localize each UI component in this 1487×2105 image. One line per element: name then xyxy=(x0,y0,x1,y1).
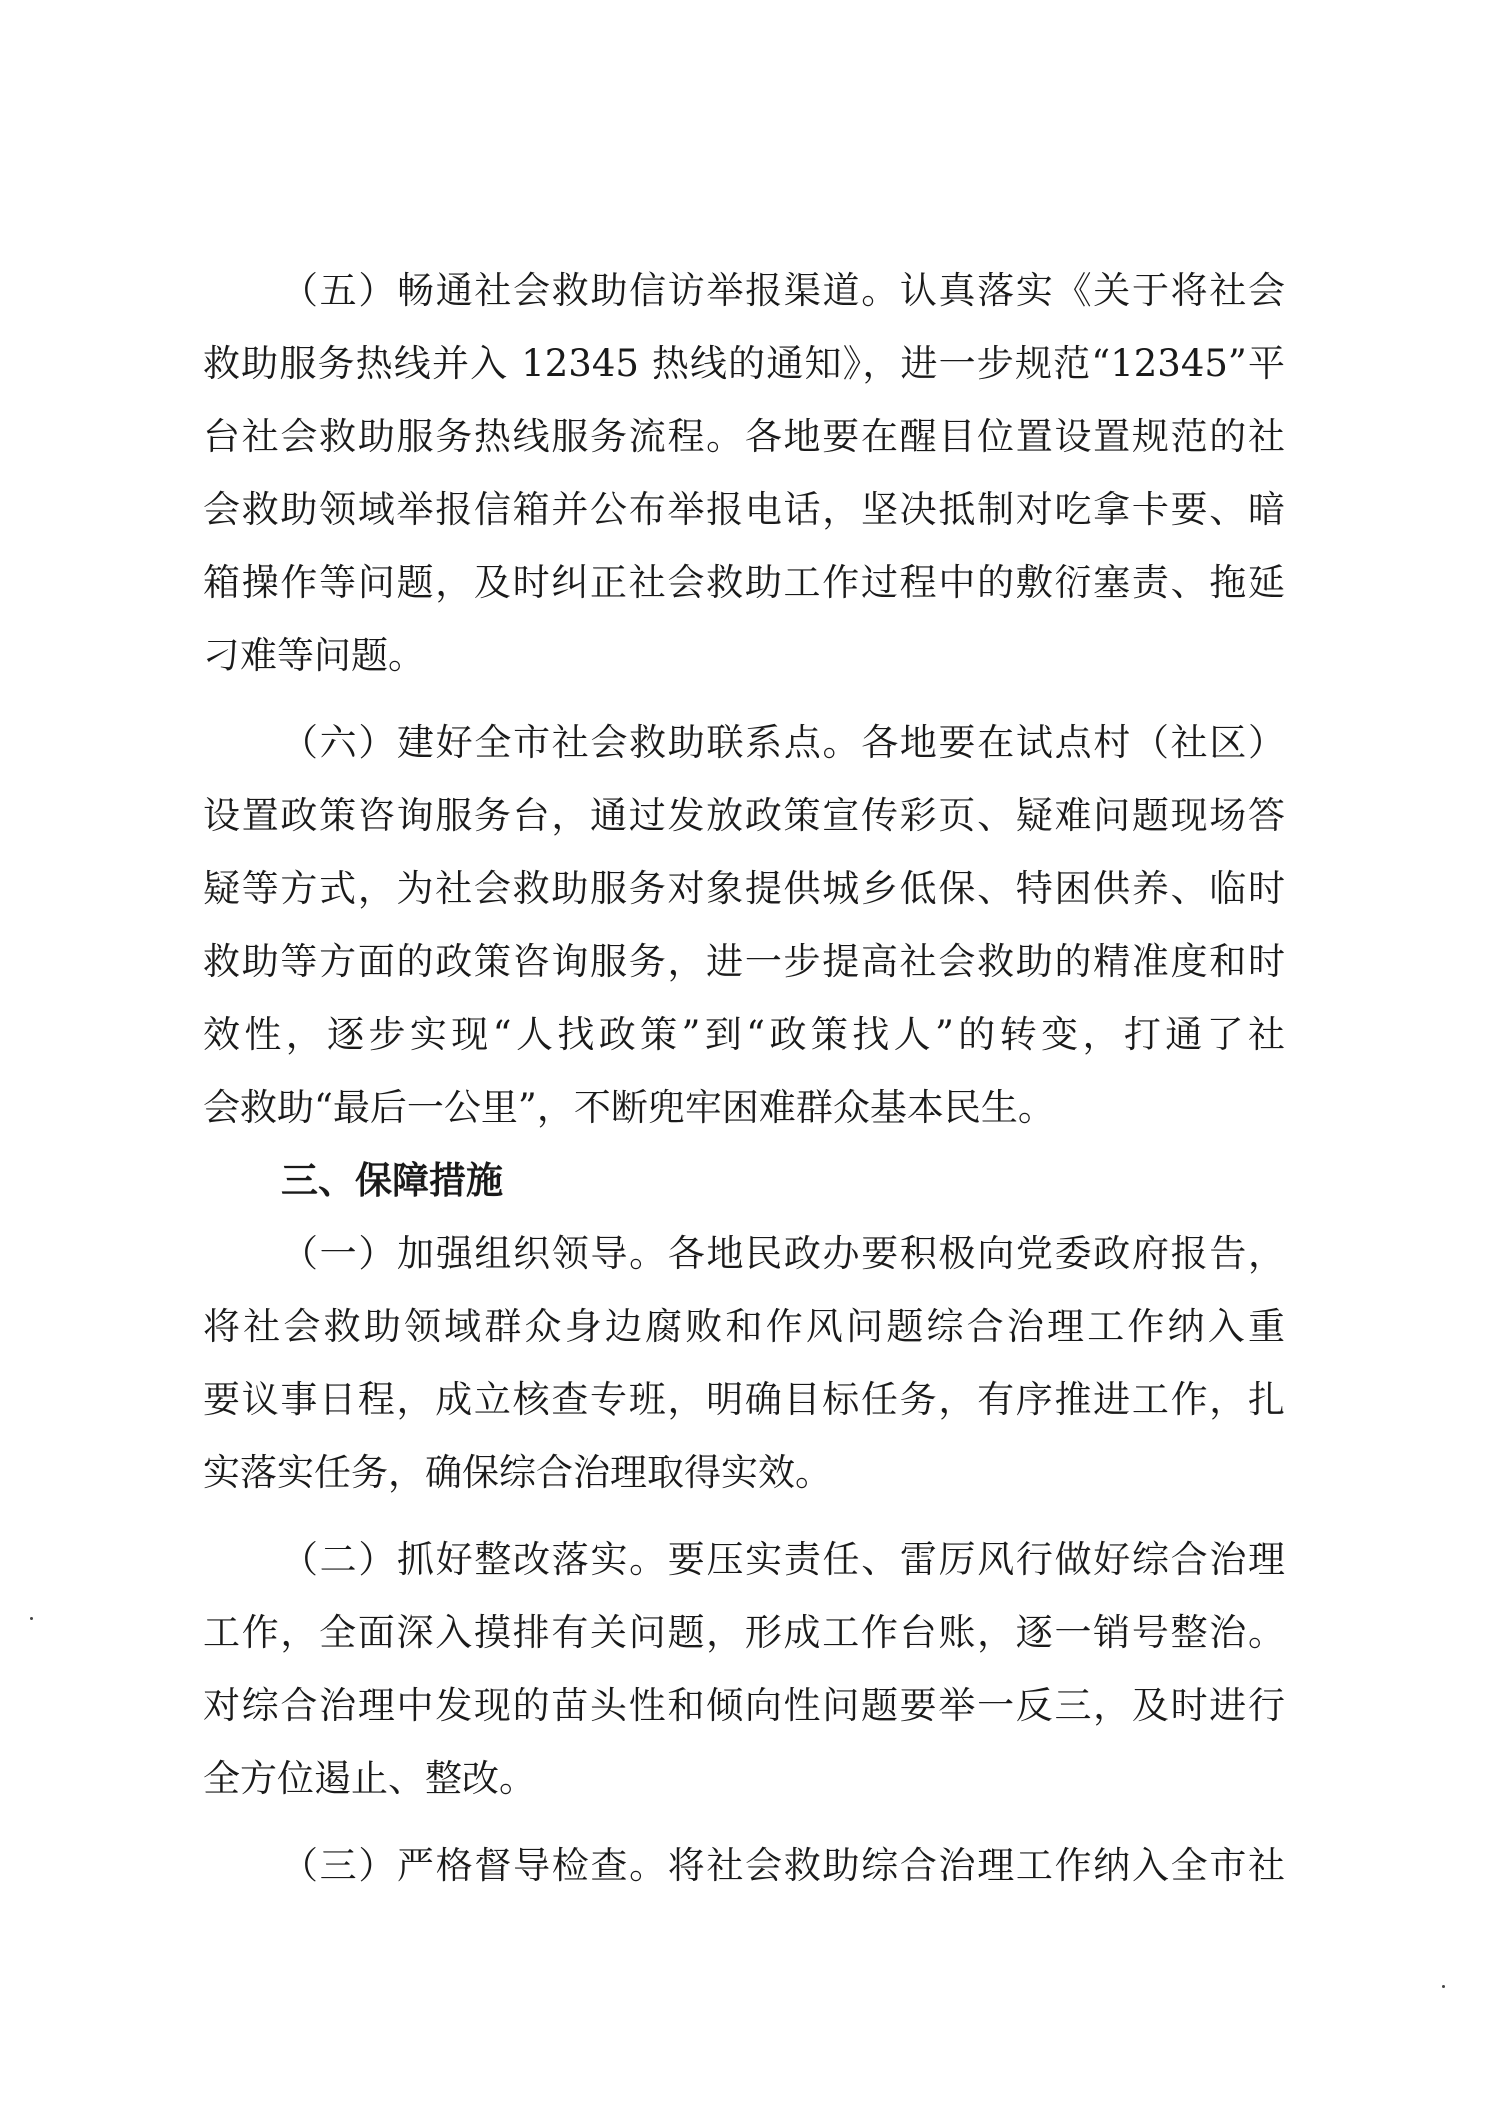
paragraph-measure-two xyxy=(203,1523,1285,1815)
paragraph-measure-three xyxy=(203,1829,1285,1902)
document-body xyxy=(203,254,1285,1902)
text-line: 效性，逐步实现“人找政策”到“政策找人”的转变，打通了社 xyxy=(203,1013,1285,1056)
text-line: 箱操作等问题，及时纠正社会救助工作过程中的敷衍塞责、拖延 xyxy=(203,561,1285,604)
paragraph-gap xyxy=(203,1815,1285,1829)
section-heading-safeguards: 三、保障措施 xyxy=(281,1159,503,1202)
paragraph-section-six xyxy=(203,706,1285,1144)
scan-speck xyxy=(30,1617,33,1620)
text-line: 对综合治理中发现的苗头性和倾向性问题要举一反三，及时进行 xyxy=(203,1684,1285,1727)
text-line: （五）畅通社会救助信访举报渠道。认真落实《关于将社会 xyxy=(281,269,1285,312)
paragraph-gap xyxy=(203,692,1285,706)
text-line: 将社会救助领域群众身边腐败和作风问题综合治理工作纳入重 xyxy=(203,1305,1285,1348)
text-line: （三）严格督导检查。将社会救助综合治理工作纳入全市社 xyxy=(281,1844,1285,1887)
paragraph-measure-one xyxy=(203,1217,1285,1509)
text-line: （二）抓好整改落实。要压实责任、雷厉风行做好综合治理 xyxy=(281,1538,1285,1581)
text-line: 全方位遏止、整改。 xyxy=(203,1757,536,1800)
text-line: 刁难等问题。 xyxy=(203,634,425,677)
text-line: 会救助“最后一公里”，不断兜牢困难群众基本民生。 xyxy=(203,1086,1055,1129)
text-line: 救助服务热线并入 12345 热线的通知》，进一步规范“12345”平 xyxy=(203,342,1285,385)
paragraph-gap xyxy=(203,1509,1285,1523)
text-line: 设置政策咨询服务台，通过发放政策宣传彩页、疑难问题现场答 xyxy=(203,794,1285,837)
text-line: 要议事日程，成立核查专班，明确目标任务，有序推进工作，扎 xyxy=(203,1378,1285,1421)
text-line: 会救助领域举报信箱并公布举报电话，坚决抵制对吃拿卡要、暗 xyxy=(203,488,1285,531)
text-line: 台社会救助服务热线服务流程。各地要在醒目位置设置规范的社 xyxy=(203,415,1285,458)
text-line: 疑等方式，为社会救助服务对象提供城乡低保、特困供养、临时 xyxy=(203,867,1285,910)
paragraph-section-five xyxy=(203,254,1285,692)
text-line: 实落实任务，确保综合治理取得实效。 xyxy=(203,1451,832,1494)
text-line: 救助等方面的政策咨询服务，进一步提高社会救助的精准度和时 xyxy=(203,940,1285,983)
scan-speck xyxy=(1442,1985,1445,1988)
text-line: （六）建好全市社会救助联系点。各地要在试点村（社区） xyxy=(281,721,1285,764)
text-line: （一）加强组织领导。各地民政办要积极向党委政府报告， xyxy=(281,1232,1285,1275)
text-line: 工作，全面深入摸排有关问题，形成工作台账，逐一销号整治。 xyxy=(203,1611,1285,1654)
